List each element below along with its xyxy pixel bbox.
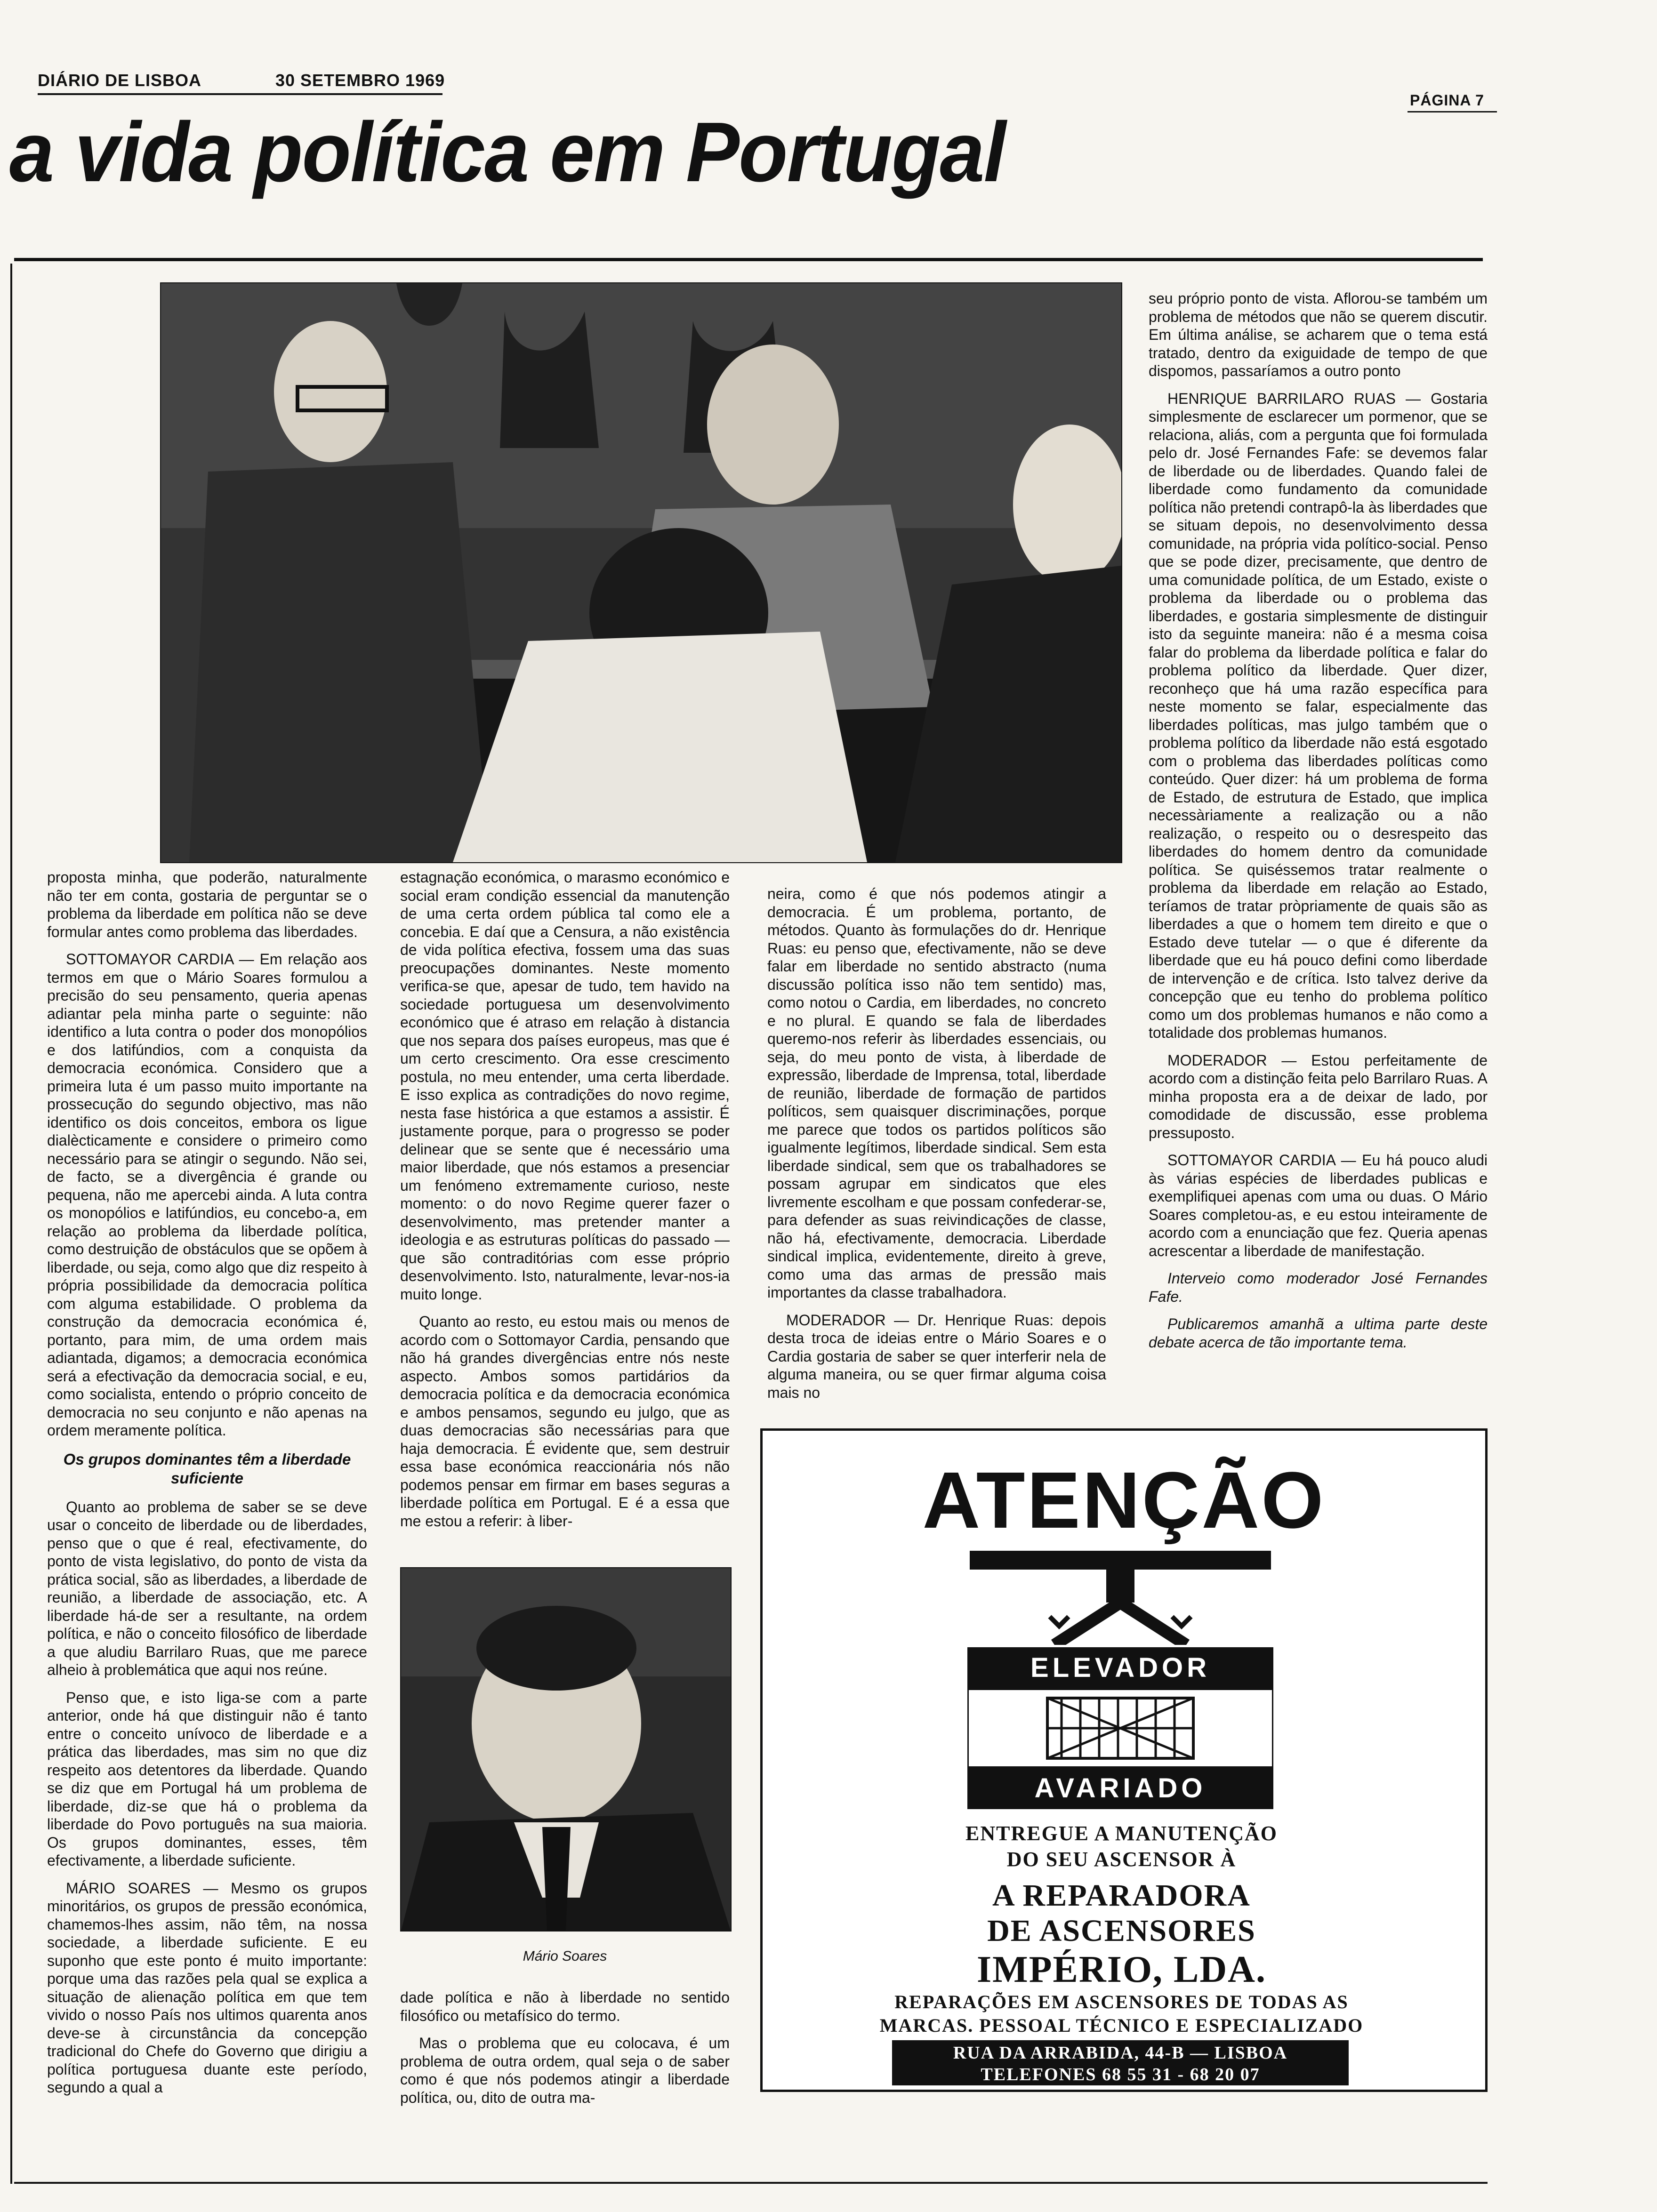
left-margin-rule	[10, 264, 12, 2184]
ad-services-1: REPARAÇÕES EM ASCENSORES DE TODAS AS	[894, 1991, 1349, 2012]
headline: a vida política em Portugal	[9, 105, 1005, 200]
debate-photo-illustration	[161, 283, 1121, 862]
subheading: Os grupos dominantes têm a liberdade suficiente	[63, 1450, 351, 1487]
ad-line-2: DO SEU ASCENSOR À	[1006, 1848, 1237, 1871]
elevator-hook-icon	[970, 1551, 1271, 1645]
paragraph: MÁRIO SOARES — Mesmo os grupos minoritários, os grupos de pressão económica, chamemos-lhes assim, não têm, na nossa sociedade, a liberdade suficiente. E eu suponho que este ponto é muito importante: porque uma das razões pela qual se explica a situação de alienação política em que tem vivido o nosso País nos ultimos quarenta anos deve-se à circunstância da concepção tradicional do Chefe do Governo que dirigiu a política portuguesa duante este período, segundo a qual a	[47, 1879, 367, 2096]
ad-address: RUA DA ARRABIDA, 44-B — LISBOA	[953, 2043, 1288, 2063]
issue-date: 30 SETEMBRO 1969	[275, 71, 445, 90]
ad-phones: TELEFONES 68 55 31 - 68 20 07	[981, 2065, 1260, 2084]
paragraph: seu próprio ponto de vista. Aflorou-se também um problema de métodos que não se querem discutir. Em última análise, se acharem que o tema está tratado, dentro da exiguidade de tempo de que dispomos, passaríamos a outro ponto	[1149, 290, 1488, 379]
portrait-photo	[400, 1567, 732, 1931]
portrait-caption: Mário Soares	[523, 1948, 607, 1964]
paragraph: SOTTOMAYOR CARDIA — Eu há pouco aludi às várias espécies de liberdades publicas e exemplifiquei apenas com uma ou duas. O Mário Soares completou-as, e eu estou inteiramente de acordo com a enunciação que fez. Queria apenas acrescentar a liberdade de manifestação.	[1149, 1152, 1488, 1259]
paragraph: Quanto ao problema de saber se se deve usar o conceito de liberdade ou de liberdades, penso que o que é real, efectivamente, do ponto de vista legislativo, do ponto de vista da prática social, são as liberdades, a liberdade de reunião, a liberdade de associação, etc. A liberdade há-de ser a resultante, na ordem política, e não o conceito filosófico de liberdade a que aludiu Barrilaro Ruas, que me parece alheio à problemática que aqui nos reúne.	[47, 1498, 367, 1678]
paragraph: Penso que, e isto liga-se com a parte anterior, onde há que distinguir não é tanto entre o conceito unívoco de liberdade e a prática das liberdades, mas sim no que diz respeito aos detentores da liberdade. Quando se diz que em Portugal há um problema de liberdade, diz-se que há o problema da liberdade do Povo português na sua maioria. Os grupos dominantes, esses, têm efectivamente, a liberdade suficiente.	[47, 1689, 367, 1869]
paragraph: HENRIQUE BARRILARO RUAS — Gostaria simplesmente de esclarecer um pormenor, que se relaciona, aliás, com a pergunta que foi formulada pelo dr. José Fernandes Fafe: se devemos falar de liberdade ou de liberdades. Quando falei de liberdade como fundamento da comunidade política não pretendi contrapô-la às liberdades que se situam depois, no desenvolvimento dessa comunidade, na própria vida político-social. Penso que se pode dizer, precisamente, que dentro de uma comunidade política, de um Estado, existe o problema da liberdade ou o problema das liberdades, e gostaria simplesmente de distinguir isto da seguinte maneira: não é a mesma coisa falar do problema da liberdade política e falar do problema político da liberdade. Quer dizer, reconheço que há uma razão específica para neste momento se falar, especialmente das liberdades políticas, mas julgo também que o problema político da liberdade não está esgotado com o problema das liberdades políticas como conteúdo. Quer dizer: há um problema de forma de Estado, de estrutura de Estado, que implica necessàriamente a realização ou a não realização, o respeito ou o desrespeito das liberdades do homem dentro da comunidade política. Se quiséssemos tratar realmente o problema da liberdade em relação ao Estado, teríamos de tratar pròpriamente de quais são as liberdades a que o homem tem direito e que o Estado deve tutelar — o que é diferente da liberdade que eu há pouco defini como liberdade de intervenção e de crítica. Isto talvez derive da concepção que eu tenho do problema político como um dos problemas humanos e não como a totalidade dos problemas humanos.	[1149, 390, 1488, 1041]
masthead-rule	[38, 93, 442, 95]
sign-bottom: AVARIADO	[967, 1768, 1273, 1809]
newspaper-name: DIÁRIO DE LISBOA	[38, 71, 202, 90]
column-4-top	[1149, 289, 1488, 1361]
footer-rule	[14, 2182, 1488, 2184]
header-rule	[14, 258, 1483, 261]
paragraph: Quanto ao resto, eu estou mais ou menos de acordo com o Sottomayor Cardia, pensando que não há grandes divergências entre nós neste aspecto. Ambos somos partidários da democracia política e da democracia económica e ambos pensamos, segundo eu julgo, que as duas democracias são necessárias para que haja democracia. É evidente que, sem destruir essa base económica reaccionária nós não podemos pensar em firmar em bases seguras a liberdade política em Portugal. E é a essa que me estou a referir: à liber-	[400, 1313, 730, 1530]
column-2-bottom	[400, 1988, 730, 2116]
column-1	[47, 868, 367, 2106]
ad-company-2: DE ASCENSORES	[987, 1914, 1256, 1948]
paragraph: neira, como é que nós podemos atingir a democracia. É um problema, portanto, de métodos. Quanto às formulações do dr. Henrique Ruas: eu penso que, efectivamente, não se deve falar em liberdade no sentido abstracto (numa discussão política isso não tem sentido) mas, como notou o Cardia, em liberdades, no concreto e no plural. E quando se fala de liberdades queremo-nos referir às liberdades essenciais, ou seja, do meu ponto de vista, à liberdade de expressão, liberdade de Imprensa, total, liberdade de reunião, liberdade de formação de partidos políticos, sem quaisquer discriminações, porque me parece que todos os partidos políticos são igualmente legítimos, liberdade sindical. Sem esta liberdade sindical, sem que os trabalhadores se possam agrupar em sindicatos que eles livremente escolham e que possam confederar-se, para defender as suas reivindicações de classe, não há, efectivamente, democracia. Liberdade sindical implica, evidentemente, direito à greve, como uma das armas de pressão mais importantes da classe trabalhadora.	[767, 885, 1106, 1301]
paragraph: SOTTOMAYOR CARDIA — Em relação aos termos em que o Mário Soares formulou a precisão do seu pensamento, queria apenas adiantar pela minha parte o seguinte: não identifico a luta contra o poder dos monopólios e dos latifúndios, com a conquista da democracia económica. Considero que a primeira luta é um passo muito importante na prossecução do segundo objectivo, mas não identifico os dois conceitos, embora os ligue dialècticamente e considere o primeiro como necessário para se atingir o segundo. Não sei, de facto, se a divergência é grande ou pequena, não me apercebi ainda. A luta contra os monopólios e latifúndios, eu concebo-a, em relação ao problema da liberdade política, como destruição de obstáculos que se opõem à liberdade, ou seja, como algo que diz respeito à própria possibilidade da democracia política com alguma estabilidade. O problema da construção da democracia económica é, portanto, para mim, de uma ordem mais adiantada, digamos; a democracia económica será a efectivação da democracia social, e eu, como socialista, entendo o próprio conceito de democracia no seu conjunto e não apenas na ordem meramente política.	[47, 951, 367, 1439]
page-number: PÁGINA 7	[1410, 92, 1484, 109]
ad-line-1: ENTREGUE A MANUTENÇÃO	[965, 1822, 1278, 1845]
column-2-top	[400, 868, 730, 1539]
ad-title: ATENÇÃO	[922, 1456, 1326, 1545]
paragraph: dade política e não à liberdade no sentido filosófico ou metafísico do termo.	[400, 1989, 730, 2024]
ad-company-3: IMPÉRIO, LDA.	[977, 1949, 1266, 1990]
paragraph: estagnação económica, o marasmo económico e social eram condição essencial da manutenção de uma certa ordem pública tal como ele a concebia. E daí que a Censura, a não existência de vida política efectiva, fossem uma das suas preocupações dominantes. Neste momento verifica-se que, apesar de tudo, tem havido na sociedade portuguesa um desenvolvimento económico que é atraso em relação à distancia que nos separa dos países europeus, mas que é um certo crescimento. Ora esse crescimento postula, no meu entender, uma certa liberdade. E isso explica as contradições do novo regime, nesta fase histórica a que estamos a assistir. É justamente porque, para o progresso se poder delinear que se sente que é necessário uma maior liberdade, que nós estamos a presenciar um fenómeno extremamente curioso, neste momento: o do novo Regime querer fazer o desenvolvimento, mas pretender manter a ideologia e as estruturas políticas do passado — que são contraditórias com esse próprio desenvolvimento. Isto, naturalmente, levar-nos-ia muito longe.	[400, 869, 730, 1303]
column-3	[767, 885, 1106, 1411]
paragraph: MODERADOR — Estou perfeitamente de acordo com a distinção feita pelo Barrilaro Ruas. A minha proposta era a de deixar de lado, por comodidade de discussão, esse problema pressuposto.	[1149, 1051, 1488, 1141]
paragraph: MODERADOR — Dr. Henrique Ruas: depois desta troca de ideias entre o Mário Soares e o Cardia gostaria de saber se quer interferir nela de alguma maneira, ou se quer firmar alguma coisa mais no	[767, 1311, 1106, 1401]
paragraph: proposta minha, que poderão, naturalmente não ter em conta, gostaria de perguntar se o problema da liberdade em política não se deve formular antes como problema das liberdades.	[47, 869, 367, 940]
continuation-note: Publicaremos amanhã a ultima parte deste debate acerca de tão importante tema.	[1149, 1315, 1488, 1351]
elevator-gate-icon	[967, 1689, 1273, 1768]
ad-company-1: A REPARADORA	[992, 1878, 1251, 1913]
ad-services-2: MARCAS. PESSOAL TÉCNICO E ESPECIALIZADO	[879, 2015, 1364, 2036]
ad-contact-bar	[892, 2040, 1349, 2085]
sign-top: ELEVADOR	[967, 1647, 1273, 1689]
debate-photo	[160, 282, 1122, 863]
moderator-note: Interveio como moderador José Fernandes Fafe.	[1149, 1270, 1488, 1305]
elevator-repair-ad	[760, 1428, 1488, 2092]
page-number-rule	[1408, 111, 1497, 112]
paragraph: Mas o problema que eu colocava, é um problema de outra ordem, qual seja o de saber como é que nós podemos atingir a liberdade política, ou, dito de outra ma-	[400, 2035, 730, 2106]
portrait-illustration	[401, 1568, 731, 1931]
